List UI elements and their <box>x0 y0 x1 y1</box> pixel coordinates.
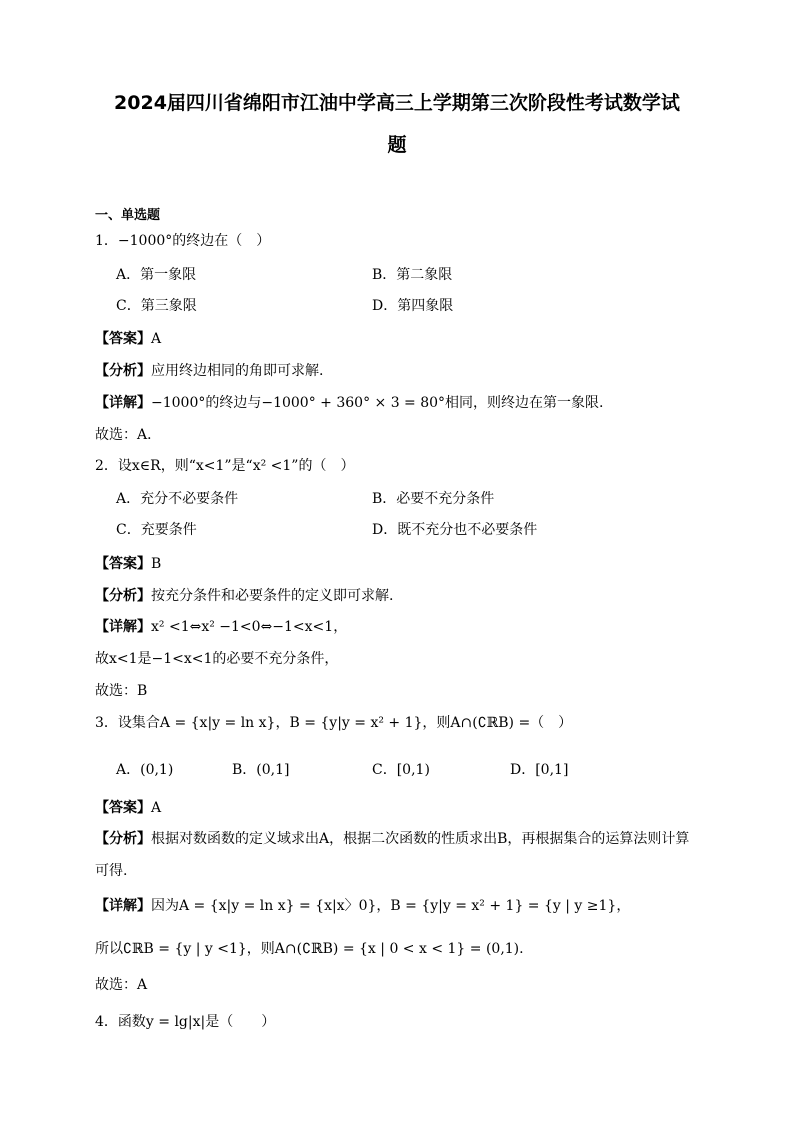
question-1-detail <box>95 392 604 412</box>
question-4-stem: 4．函数y = lg|x|是（ ） <box>95 1014 276 1030</box>
question-1-stem: 1．−1000°的终边在（ ） <box>95 233 271 249</box>
answer-tag: 【答案】 <box>95 800 151 816</box>
answer-tag: 【答案】 <box>95 556 151 572</box>
detail-text: −1000°的终边与−1000° + 360° × 3 = 80°相同，则终边在第一象限. <box>151 395 604 411</box>
question-2-option-a: A．充分不必要条件 <box>116 491 239 507</box>
question-3-option-a: A．(0,1) <box>116 762 174 778</box>
analysis-text: 根据对数函数的定义域求出A，根据二次函数的性质求出B，再根据集合的运算法则计算 <box>151 831 690 847</box>
question-3-stem: 3．设集合A = {x|y = ln x}，B = {y|y = x² + 1}，则A∩(∁ℝB) =（ ） <box>95 715 573 731</box>
question-3-answer <box>95 797 161 817</box>
question-3-option-b: B．(0,1] <box>232 762 290 778</box>
analysis-text: 按充分条件和必要条件的定义即可求解. <box>151 588 394 604</box>
page-title: 2024届四川省绵阳市江油中学高三上学期第三次阶段性考试数学试 <box>114 92 680 114</box>
answer-value: B <box>151 556 162 572</box>
detail-text: x² <1⇔x² −1<0⇔−1<x<1， <box>151 619 348 635</box>
question-3-option-d: D．[0,1] <box>510 762 569 778</box>
answer-value: A <box>151 800 162 816</box>
question-1-analysis <box>95 360 323 380</box>
answer-value: A <box>151 331 162 347</box>
question-2-analysis <box>95 585 393 605</box>
question-2-detail-continued: 故x<1是−1<x<1的必要不充分条件， <box>95 651 339 667</box>
detail-text: 因为A = {x|y = ln x} = {x|x〉0}，B = {y|y = x² + 1} = {y | y ≥1}， <box>151 898 631 914</box>
analysis-tag: 【分析】 <box>95 588 151 604</box>
answer-tag: 【答案】 <box>95 331 151 347</box>
question-1-option-a: A．第一象限 <box>116 267 197 283</box>
detail-tag: 【详解】 <box>95 619 151 635</box>
question-2-option-d: D．既不充分也不必要条件 <box>372 522 538 538</box>
question-2-stem: 2．设x∈R，则“x<1”是“x² <1”的（ ） <box>95 458 355 474</box>
page-title-continued: 题 <box>387 134 407 156</box>
question-1-option-b: B．第二象限 <box>372 267 453 283</box>
question-3-analysis <box>95 828 689 848</box>
detail-tag: 【详解】 <box>95 898 151 914</box>
question-2-choice: 故选：B <box>95 683 148 699</box>
question-1-option-c: C．第三象限 <box>116 298 197 314</box>
detail-tag: 【详解】 <box>95 395 151 411</box>
analysis-text: 应用终边相同的角即可求解. <box>151 363 324 379</box>
analysis-tag: 【分析】 <box>95 363 151 379</box>
question-1-option-d: D．第四象限 <box>372 298 454 314</box>
question-2-detail <box>95 616 347 636</box>
question-1-answer <box>95 328 161 348</box>
analysis-tag: 【分析】 <box>95 831 151 847</box>
question-2-option-c: C．充要条件 <box>116 522 197 538</box>
question-1-choice: 故选：A． <box>95 427 162 443</box>
question-2-answer <box>95 553 161 573</box>
question-2-option-b: B．必要不充分条件 <box>372 491 495 507</box>
section-heading: 一、单选题 <box>95 208 161 223</box>
question-3-analysis-continued: 可得. <box>95 863 128 879</box>
question-3-detail <box>95 895 630 915</box>
question-3-detail-continued: 所以∁ℝB = {y | y <1}，则A∩(∁ℝB) = {x | 0 < x < 1} = (0,1). <box>95 941 524 957</box>
question-3-choice: 故选：A <box>95 977 148 993</box>
question-3-option-c: C．[0,1) <box>372 762 430 778</box>
